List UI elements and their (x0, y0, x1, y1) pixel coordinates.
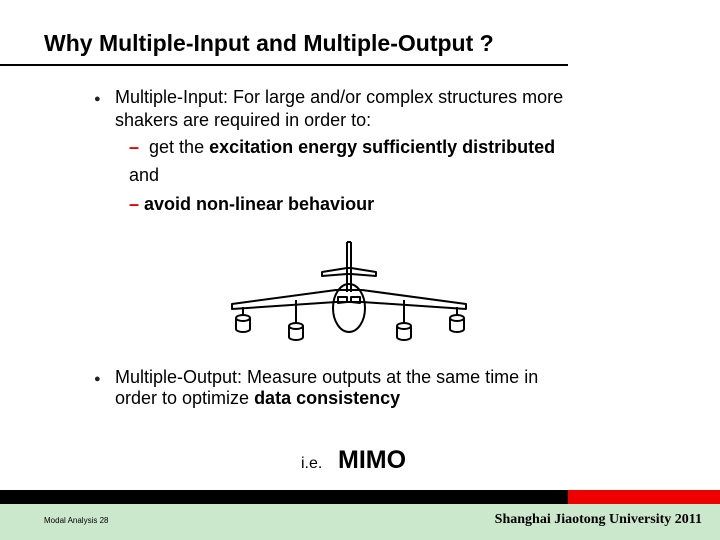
bullet-dot-2: ● (94, 373, 101, 385)
footer-red-bar (568, 490, 720, 504)
footer-black-bar (0, 490, 568, 504)
ie-label: i.e. (301, 455, 323, 472)
footer-page-label: Modal Analysis 28 (44, 516, 109, 525)
bullet-dot-1: ● (94, 93, 101, 105)
footer-university: Shanghai Jiaotong University 2011 (494, 512, 702, 527)
bullet2-line2 (115, 387, 400, 410)
bullet2-line2-pre: order to optimize (115, 388, 255, 408)
airplane-illustration-icon (214, 228, 474, 346)
sub1-dash: – (129, 137, 140, 157)
sub1-bold: excitation energy sufficiently distributed (209, 137, 556, 157)
sub2-dash: – (129, 194, 140, 214)
mimo-label: MIMO (338, 446, 407, 474)
bullet1-line1: Multiple-Input: For large and/or complex structures more (115, 87, 564, 107)
bullet1-sub2 (129, 193, 374, 216)
slide-title: Why Multiple-Input and Multiple-Output ? (44, 30, 494, 56)
bullet2-line2-bold: data consistency (254, 388, 401, 408)
sub1-pre: get the (149, 137, 210, 157)
bullet1-line2: shakers are required in order to: (115, 110, 372, 130)
sub2-bold: avoid non-linear behaviour (144, 194, 375, 214)
bullet2-line1: Multiple-Output: Measure outputs at the same time in (115, 367, 539, 387)
bullet1-and: and (129, 165, 160, 185)
title-underline (0, 64, 568, 66)
bullet1-sub1 (129, 136, 555, 159)
